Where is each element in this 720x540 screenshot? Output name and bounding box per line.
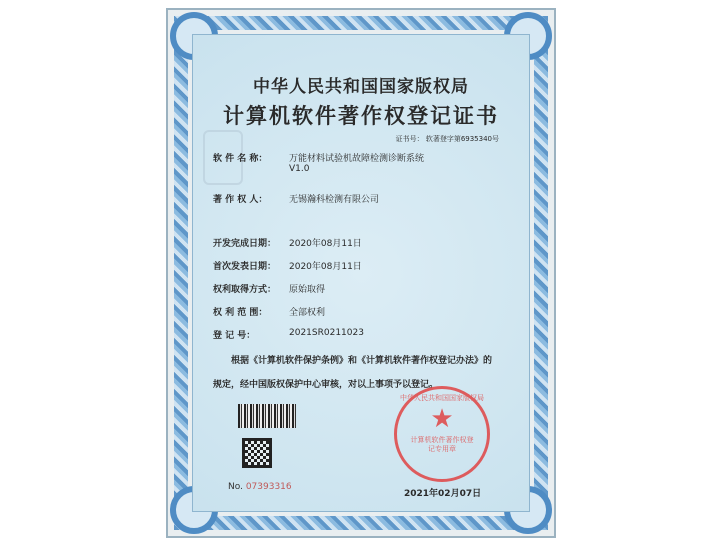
star-icon: ★ [430,404,454,434]
field-value: 全部权利 [289,308,326,318]
certificate-number: 证书号： 软著登字第6935340号 [395,135,499,143]
field-completion-date [213,236,362,249]
serial-value: 07393316 [245,482,292,492]
field-publish-date [213,259,362,272]
barcode [238,404,296,428]
field-value: 原始取得 [289,285,326,295]
field-label: 权 利 范 围： [213,308,268,318]
field-registration-number [213,328,364,341]
body-line-2: 规定，经中国版权保护中心审核，对以上事项予以登记。 [213,380,439,390]
field-value: 万能材料试验机故障检测诊断系统 [289,154,425,164]
issue-date: 2021年02月07日 [404,489,482,499]
field-value: 2020年08月11日 [289,262,362,272]
field-scope [213,305,325,318]
field-label: 权利取得方式： [213,285,277,295]
field-owner [213,192,379,205]
field-software-name [213,151,424,174]
serial-number [228,482,292,492]
field-value: 2020年08月11日 [289,239,362,249]
field-version: V1.0 [289,164,310,174]
field-label: 著 作 权 人： [213,195,268,205]
field-value: 无锡瀚科检测有限公司 [289,195,380,205]
seal-bottom-text: 计算机软件著作权登记专用章 [410,436,474,453]
field-label: 开发完成日期： [213,239,277,249]
certificate [166,8,556,538]
field-label: 登 记 号： [213,331,256,341]
body-line-1: 根据《计算机软件保护条例》和《计算机软件著作权登记办法》的 [231,356,493,366]
seal-top-text: 中华人民共和国国家版权局 [400,394,484,402]
field-acquisition [213,282,325,295]
serial-label: No. [228,482,243,492]
field-label: 首次发表日期： [213,262,277,272]
official-seal [394,386,490,482]
issuer-title: 中华人民共和国国家版权局 [253,77,469,97]
field-value: 2021SR0211023 [289,328,364,338]
qr-code [242,438,272,468]
field-label: 软 件 名 称： [213,154,268,164]
certificate-title: 计算机软件著作权登记证书 [223,103,499,128]
